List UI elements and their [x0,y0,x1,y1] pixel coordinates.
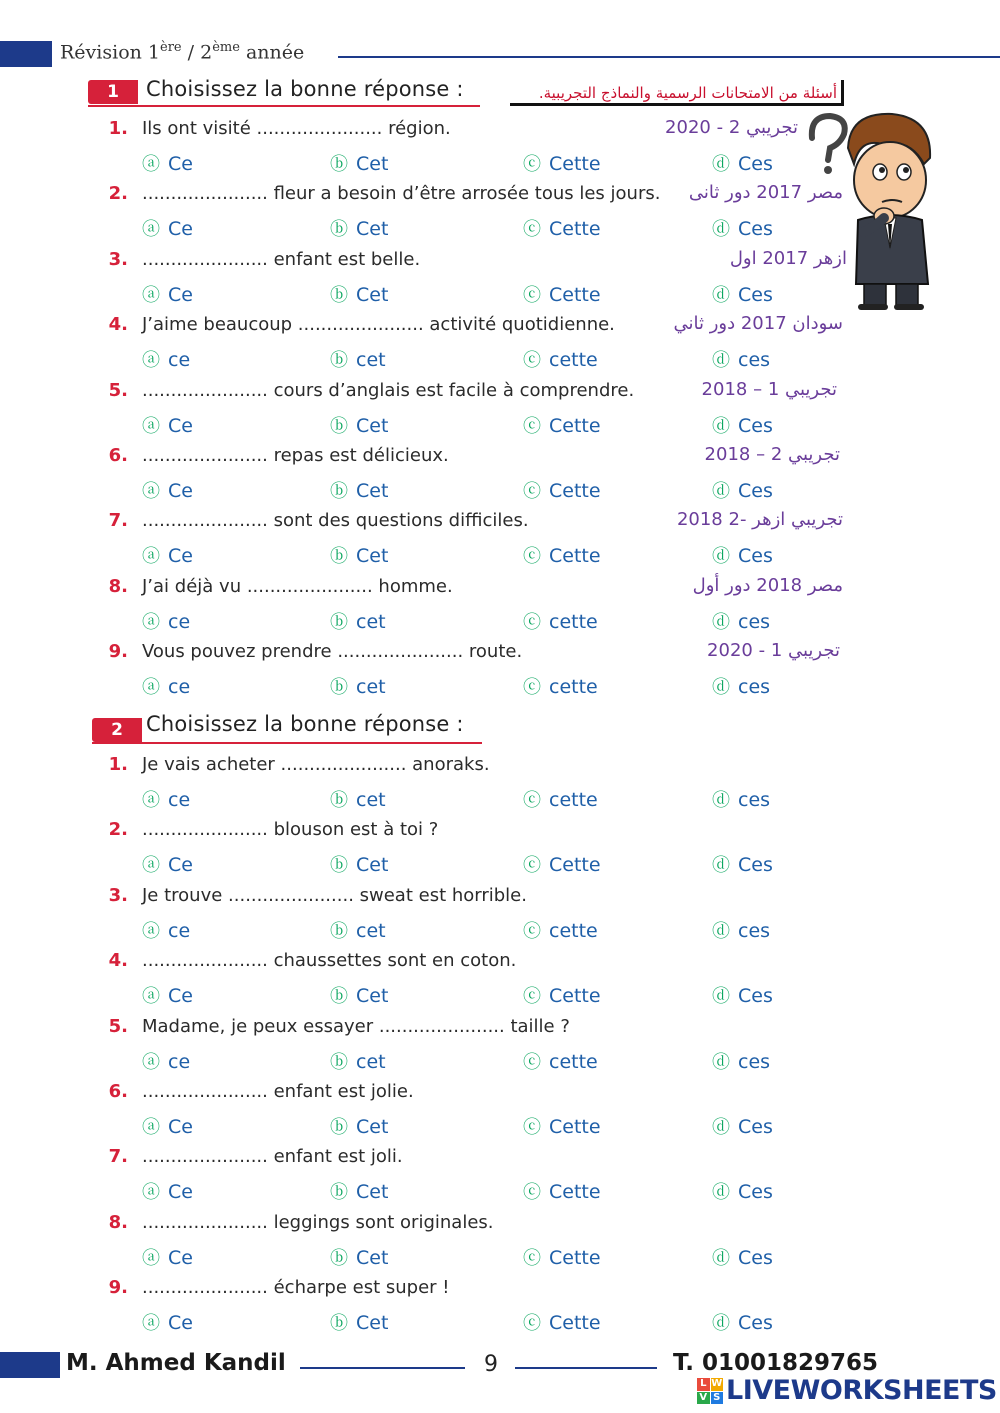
question-number: 9. [108,1277,128,1299]
answer-option[interactable] [330,608,386,634]
answer-option[interactable] [712,1113,773,1139]
option-marker-icon: ⓑ [330,1051,348,1073]
answer-option[interactable] [142,1244,193,1270]
option-label: Cet [356,1116,389,1138]
question-text: ...................... sont des questions difficiles. [142,510,529,532]
option-marker-icon: ⓑ [330,219,348,241]
option-marker-icon: ⓒ [523,790,541,811]
answer-option[interactable] [142,1178,193,1204]
option-label: Ce [168,1181,193,1204]
option-label: cette [549,789,598,811]
answer-option[interactable] [712,215,773,241]
option-label: Ces [738,153,773,175]
question-number: 6. [108,1081,128,1102]
option-label: Ces [738,283,773,306]
option-label: cet [356,789,386,811]
question-number: 8. [108,1211,128,1233]
option-label: ce [168,610,191,633]
option-label: cette [549,919,598,942]
question-text: ...................... chaussettes sont en coton. [142,950,517,972]
answer-option[interactable] [712,1178,773,1204]
option-label: Cette [549,1181,601,1204]
option-marker-icon: ⓓ [712,677,730,699]
answer-option[interactable] [142,608,190,634]
answer-option[interactable] [142,1309,193,1335]
option-label: Cet [356,854,389,877]
question-text: ...................... enfant est joli. [142,1146,403,1168]
logo-letter-v: V [697,1392,710,1405]
option-marker-icon: ⓑ [330,920,348,942]
header-sup-1: ère [160,40,182,55]
option-label: Ce [168,153,193,175]
question-number: 8. [108,575,128,597]
question-number: 6. [108,445,128,466]
option-marker-icon: ⓒ [523,1117,541,1138]
option-label: cette [549,610,598,633]
option-marker-icon: ⓓ [712,481,730,502]
option-marker-icon: ⓐ [142,986,160,1008]
option-marker-icon: ⓑ [330,350,348,372]
question-number: 7. [108,1146,128,1168]
option-marker-icon: ⓐ [142,1182,160,1204]
question-number: 5. [108,1015,128,1037]
answer-option[interactable] [712,1309,773,1335]
option-marker-icon: ⓒ [523,546,541,568]
exam-source-label: مصر 2018 دور أول [692,574,843,596]
option-label: Ces [738,985,773,1008]
option-marker-icon: ⓑ [330,284,348,306]
answer-option[interactable] [330,673,386,699]
option-label: Cet [356,1246,389,1269]
answer-option[interactable] [523,917,598,943]
option-marker-icon: ⓐ [142,611,160,633]
answer-option[interactable] [712,982,773,1008]
question-number: 1. [108,118,128,139]
option-marker-icon: ⓓ [712,219,730,241]
option-marker-icon: ⓐ [142,284,160,306]
exam-source-label: ازهر 2017 اول [729,247,847,269]
option-label: ce [168,789,191,811]
question-number: 4. [108,950,128,972]
option-label: ces [738,919,771,942]
option-label: Cet [356,985,389,1008]
option-marker-icon: ⓓ [712,611,730,633]
option-marker-icon: ⓓ [712,350,730,372]
exam-source-label: سودان 2017 دور ثاني [673,313,843,335]
answer-option[interactable] [142,982,193,1008]
option-label: Ce [168,283,193,306]
option-label: ces [738,789,771,811]
logo-letter-s: S [711,1392,724,1405]
question-text: Je vais acheter ...................... anoraks. [142,754,490,775]
answer-option[interactable] [523,1048,598,1074]
option-label: Cette [549,1246,601,1269]
answer-option[interactable] [330,1048,386,1074]
option-label: ce [168,919,191,942]
option-marker-icon: ⓓ [712,1182,730,1204]
option-marker-icon: ⓑ [330,677,348,699]
option-label: Cet [356,153,389,175]
answer-option[interactable] [712,542,773,568]
answer-option[interactable] [523,673,598,699]
option-marker-icon: ⓒ [523,284,541,306]
option-label: Cette [549,1116,601,1138]
option-marker-icon: ⓓ [712,1247,730,1269]
option-marker-icon: ⓐ [142,481,160,502]
footer-divider-right [515,1367,657,1369]
option-marker-icon: ⓑ [330,1117,348,1138]
answer-option[interactable] [142,851,193,877]
answer-option[interactable] [523,542,601,568]
option-marker-icon: ⓒ [523,611,541,633]
option-label: Ce [168,218,193,241]
option-label: ces [738,610,771,633]
question-text: ...................... blouson est à toi ? [142,819,439,841]
question-text: ...................... écharpe est super ! [142,1277,450,1299]
option-marker-icon: ⓐ [142,677,160,699]
exam-source-label: تجريبي 1 - 2020 [707,640,840,662]
answer-option[interactable] [523,982,601,1008]
option-marker-icon: ⓑ [330,1247,348,1269]
answer-option[interactable] [523,608,598,634]
answer-option[interactable] [523,412,601,438]
option-marker-icon: ⓓ [712,415,730,437]
option-marker-icon: ⓓ [712,1313,730,1335]
section-1-underline [88,105,480,107]
option-label: ces [738,349,771,372]
option-label: cet [356,610,386,633]
option-label: Ce [168,414,193,437]
answer-option[interactable] [142,477,193,503]
answer-option[interactable] [330,1113,388,1139]
option-label: Ces [738,854,773,877]
option-label: Ce [168,1246,193,1269]
liveworksheets-logo-icon [697,1378,723,1404]
option-label: Cette [549,153,601,175]
option-marker-icon: ⓑ [330,986,348,1008]
answer-option[interactable] [523,786,598,812]
answer-option[interactable] [330,281,388,307]
answer-option[interactable] [330,1309,388,1335]
answer-option[interactable] [523,851,601,877]
option-label: Ce [168,545,193,568]
option-label: Ce [168,480,193,502]
option-label: cet [356,676,386,699]
answer-option[interactable] [142,542,193,568]
option-label: Cette [549,283,601,306]
answer-option[interactable] [330,1178,388,1204]
option-marker-icon: ⓐ [142,219,160,241]
option-marker-icon: ⓓ [712,1117,730,1138]
option-marker-icon: ⓒ [523,920,541,942]
option-marker-icon: ⓑ [330,611,348,633]
answer-option[interactable] [142,215,193,241]
header-bar [0,41,52,67]
exam-source-label: تجريبي 1 – 2018 [701,378,837,400]
section-1-number: 1 [88,80,138,104]
option-marker-icon: ⓐ [142,154,160,175]
page-header-title [60,40,304,63]
option-label: Ces [738,1116,773,1138]
exam-source-label: تجريبي 2 – 2018 [704,444,840,465]
exam-source-label: تجريبي ازهر -2 2018 [676,509,843,531]
option-marker-icon: ⓐ [142,415,160,437]
question-number: 5. [108,379,128,401]
option-marker-icon: ⓓ [712,790,730,811]
answer-option[interactable] [712,477,773,503]
option-marker-icon: ⓑ [330,1182,348,1204]
answer-option[interactable] [712,1048,770,1074]
option-label: cette [549,349,598,372]
option-marker-icon: ⓐ [142,350,160,372]
section-2-number: 2 [92,718,142,742]
option-marker-icon: ⓓ [712,920,730,942]
question-number: 3. [108,248,128,270]
header-title-suffix: année [239,41,305,64]
answer-option[interactable] [142,412,193,438]
exam-source-label: تجريبي 2 - 2020 [665,117,798,138]
option-label: Cet [356,414,389,437]
option-label: Cet [356,545,389,568]
header-divider [338,56,1000,58]
answer-option[interactable] [712,346,770,372]
option-marker-icon: ⓒ [523,219,541,241]
option-label: Ces [738,1181,773,1204]
question-text: Madame, je peux essayer ...................... taille ? [142,1015,570,1037]
option-label: ces [738,676,771,699]
answer-option[interactable] [523,346,598,372]
question-text: ...................... enfant est jolie. [142,1081,414,1102]
option-marker-icon: ⓒ [523,1313,541,1335]
answer-option[interactable] [330,851,388,877]
question-text: Ils ont visité ...................... région. [142,118,451,139]
option-label: cette [549,1050,598,1073]
author-name: M. Ahmed Kandil [66,1350,286,1376]
footer-bar [0,1352,60,1378]
option-label: cet [356,349,386,372]
question-number: 7. [108,510,128,532]
option-label: Cette [549,985,601,1008]
option-marker-icon: ⓑ [330,481,348,502]
option-label: cet [356,1050,386,1073]
option-label: cet [356,919,386,942]
arabic-exam-banner: أسئلة من الامتحانات الرسمية والنماذج التجريبية. [510,80,844,106]
option-marker-icon: ⓓ [712,855,730,877]
answer-option[interactable] [330,1244,388,1270]
header-sup-2: ème [212,40,240,55]
answer-option[interactable] [142,1048,190,1074]
option-marker-icon: ⓐ [142,1313,160,1335]
answer-option[interactable] [142,346,190,372]
question-number: 2. [108,183,128,205]
answer-option[interactable] [330,150,388,176]
option-label: Cet [356,218,389,241]
answer-option[interactable] [712,608,770,634]
option-marker-icon: ⓒ [523,154,541,175]
question-number: 3. [108,884,128,906]
option-marker-icon: ⓒ [523,1182,541,1204]
option-marker-icon: ⓐ [142,546,160,568]
option-marker-icon: ⓒ [523,855,541,877]
section-2-title: Choisissez la bonne réponse : [146,712,464,736]
option-label: Cette [549,545,601,568]
option-label: Cette [549,218,601,241]
answer-option[interactable] [330,346,386,372]
question-text: ...................... enfant est belle. [142,248,421,270]
section-2-underline [92,742,482,744]
option-label: Cet [356,480,389,502]
question-number: 2. [108,819,128,841]
option-marker-icon: ⓒ [523,481,541,502]
question-text: ...................... fleur a besoin d’être arrosée tous les jours. [142,183,661,205]
option-label: Ce [168,854,193,877]
answer-option[interactable] [523,281,601,307]
question-number: 9. [108,641,128,663]
option-marker-icon: ⓑ [330,154,348,175]
answer-option[interactable] [330,786,386,812]
option-marker-icon: ⓒ [523,1247,541,1269]
option-marker-icon: ⓐ [142,790,160,811]
option-marker-icon: ⓑ [330,415,348,437]
option-label: Cette [549,414,601,437]
option-label: Ces [738,218,773,241]
answer-option[interactable] [523,1244,601,1270]
question-number: 1. [108,754,128,775]
option-marker-icon: ⓓ [712,546,730,568]
answer-option[interactable] [142,786,190,812]
option-marker-icon: ⓑ [330,546,348,568]
option-label: Cet [356,1312,389,1335]
question-number: 4. [108,314,128,336]
option-marker-icon: ⓐ [142,855,160,877]
answer-option[interactable] [712,786,770,812]
option-label: ces [738,1050,771,1073]
option-label: Ce [168,985,193,1008]
answer-option[interactable] [712,281,773,307]
answer-option[interactable] [523,477,601,503]
option-marker-icon: ⓑ [330,855,348,877]
option-marker-icon: ⓐ [142,1117,160,1138]
option-label: cette [549,676,598,699]
logo-letter-w: W [711,1378,723,1389]
option-marker-icon: ⓒ [523,350,541,372]
answer-option[interactable] [712,851,773,877]
answer-option[interactable] [523,215,601,241]
answer-option[interactable] [142,150,193,176]
option-marker-icon: ⓒ [523,415,541,437]
option-label: Ces [738,545,773,568]
thinking-man-illustration [800,108,940,312]
question-text: Je trouve ...................... sweat est horrible. [142,884,527,906]
option-marker-icon: ⓐ [142,920,160,942]
page-number: 9 [484,1352,498,1377]
option-label: Ces [738,480,773,502]
answer-option[interactable] [712,150,773,176]
logo-letter-l: L [697,1378,710,1391]
answer-option[interactable] [330,412,388,438]
option-label: Ces [738,1312,773,1335]
answer-option[interactable] [330,917,386,943]
option-label: ce [168,349,191,372]
option-label: Cet [356,1181,389,1204]
option-marker-icon: ⓑ [330,1313,348,1335]
section-1-title: Choisissez la bonne réponse : [146,77,464,101]
option-label: ce [168,1050,191,1073]
answer-option[interactable] [523,1309,601,1335]
answer-option[interactable] [142,917,190,943]
option-marker-icon: ⓐ [142,1247,160,1269]
liveworksheets-logo-text: LIVEWORKSHEETS [726,1375,997,1406]
answer-option[interactable] [523,1178,601,1204]
answer-option[interactable] [142,1113,193,1139]
answer-option[interactable] [712,673,770,699]
option-label: Cette [549,854,601,877]
option-marker-icon: ⓓ [712,1051,730,1073]
answer-option[interactable] [330,542,388,568]
question-text: J’ai déjà vu ...................... homme. [142,575,453,597]
option-marker-icon: ⓐ [142,1051,160,1073]
answer-option[interactable] [712,1244,773,1270]
header-title-mid: / 2 [181,41,213,64]
question-text: ...................... cours d’anglais est facile à comprendre. [142,379,635,401]
answer-option[interactable] [523,150,601,176]
question-text: Vous pouvez prendre ...................... route. [142,641,523,663]
question-text: ...................... repas est délicieux. [142,445,449,466]
option-marker-icon: ⓓ [712,284,730,306]
option-marker-icon: ⓓ [712,154,730,175]
option-marker-icon: ⓒ [523,986,541,1008]
option-label: Cette [549,1312,601,1335]
option-label: Cette [549,480,601,502]
answer-option[interactable] [142,673,190,699]
answer-option[interactable] [712,917,770,943]
option-label: Ces [738,414,773,437]
option-marker-icon: ⓓ [712,986,730,1008]
answer-option[interactable] [523,1113,601,1139]
option-label: ce [168,676,191,699]
answer-option[interactable] [330,477,388,503]
question-text: J’aime beaucoup ...................... activité quotidienne. [142,314,615,336]
option-marker-icon: ⓑ [330,790,348,811]
option-marker-icon: ⓒ [523,677,541,699]
footer-divider-left [300,1367,465,1369]
option-label: Ce [168,1312,193,1335]
option-label: Cet [356,283,389,306]
author-phone: T. 01001829765 [673,1350,878,1376]
answer-option[interactable] [330,982,388,1008]
answer-option[interactable] [712,412,773,438]
option-marker-icon: ⓒ [523,1051,541,1073]
question-text: ...................... leggings sont originales. [142,1211,494,1233]
answer-option[interactable] [330,215,388,241]
header-title-prefix: Révision 1 [60,41,160,64]
option-label: Ces [738,1246,773,1269]
exam-source-label: مصر 2017 دور ثانى [688,182,843,204]
option-label: Ce [168,1116,193,1138]
answer-option[interactable] [142,281,193,307]
